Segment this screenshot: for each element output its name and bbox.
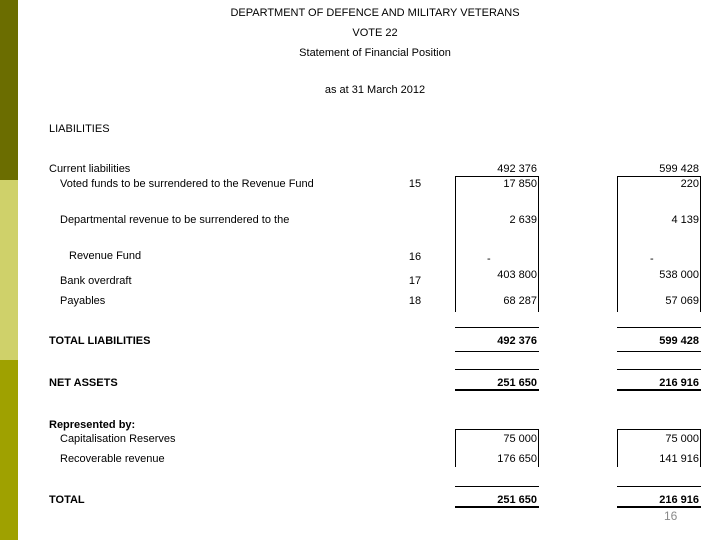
total-liabilities-label: TOTAL LIABILITIES <box>49 335 151 347</box>
dept-revenue-2012: 2 639 <box>509 214 537 226</box>
dept-revenue-2011: 4 139 <box>671 214 699 226</box>
capitalisation-reserves-label: Capitalisation Reserves <box>60 433 176 445</box>
vote-title: VOTE 22 <box>352 27 398 39</box>
bank-overdraft-label: Bank overdraft <box>60 275 132 287</box>
revenue-fund-2011: - <box>650 253 654 265</box>
total-rule-2011 <box>617 486 701 487</box>
net-assets-rule-2012 <box>455 369 539 370</box>
revenue-fund-label: Revenue Fund <box>69 250 142 262</box>
represented-by-heading: Represented by: <box>49 419 136 431</box>
total-underline-2012 <box>455 506 539 508</box>
total-liabilities-2012: 492 376 <box>497 335 537 347</box>
page-number: 16 <box>664 509 678 523</box>
payables-note: 18 <box>408 295 422 307</box>
recoverable-revenue-2011: 141 916 <box>659 453 699 465</box>
col-2012-rule-top <box>455 176 539 177</box>
bank-overdraft-2012: 403 800 <box>497 269 537 281</box>
total-2011: 216 916 <box>659 494 699 506</box>
recoverable-revenue-2012: 176 650 <box>497 453 537 465</box>
current-liabilities-label: Current liabilities <box>49 163 131 175</box>
current-liabilities-2012: 492 376 <box>497 163 537 175</box>
total-liabilities-2011: 599 428 <box>659 335 699 347</box>
left-bar-top <box>0 0 18 180</box>
total-liabilities-underline-2011 <box>617 351 701 352</box>
total-rule-2012 <box>455 486 539 487</box>
dept-revenue-label: Departmental revenue to be surrendered to the <box>60 214 290 226</box>
revenue-fund-note: 16 <box>408 251 422 263</box>
statement-date: as at 31 March 2012 <box>324 84 426 96</box>
statement-title: Statement of Financial Position <box>299 47 451 59</box>
col-2012-box-liabilities <box>455 176 539 312</box>
reserves-rule-top-2012 <box>455 429 539 430</box>
capitalisation-reserves-2011: 75 000 <box>665 433 699 445</box>
department-title: DEPARTMENT OF DEFENCE AND MILITARY VETERANS <box>230 7 520 19</box>
revenue-fund-2012: - <box>487 253 491 265</box>
total-2012: 251 650 <box>497 494 537 506</box>
net-assets-underline-2011 <box>617 389 701 391</box>
recoverable-revenue-label: Recoverable revenue <box>60 453 165 465</box>
col-2011-rule-top <box>617 176 701 177</box>
capitalisation-reserves-2012: 75 000 <box>503 433 537 445</box>
voted-funds-label: Voted funds to be surrendered to the Revenue Fund <box>60 178 314 190</box>
reserves-rule-top-2011 <box>617 429 701 430</box>
bank-overdraft-2011: 538 000 <box>659 269 699 281</box>
total-underline-2011 <box>617 506 701 508</box>
payables-label: Payables <box>60 295 106 307</box>
net-assets-2012: 251 650 <box>497 377 537 389</box>
net-assets-rule-2011 <box>617 369 701 370</box>
current-liabilities-2011: 599 428 <box>659 163 699 175</box>
payables-2011: 57 069 <box>665 295 699 307</box>
voted-funds-2011: 220 <box>680 178 699 190</box>
voted-funds-note: 15 <box>408 178 422 190</box>
total-liabilities-underline-2012 <box>455 351 539 352</box>
voted-funds-2012: 17 850 <box>503 178 537 190</box>
total-label: TOTAL <box>49 494 85 506</box>
left-bar-bottom <box>0 360 18 540</box>
col-2011-box-liabilities <box>617 176 701 312</box>
net-assets-2011: 216 916 <box>659 377 699 389</box>
net-assets-underline-2012 <box>455 389 539 391</box>
total-liabilities-rule-2012 <box>455 327 539 328</box>
net-assets-label: NET ASSETS <box>49 377 118 389</box>
bank-overdraft-note: 17 <box>408 275 422 287</box>
total-liabilities-rule-2011 <box>617 327 701 328</box>
liabilities-heading: LIABILITIES <box>49 123 110 135</box>
payables-2012: 68 287 <box>503 295 537 307</box>
left-bar-middle <box>0 180 18 360</box>
